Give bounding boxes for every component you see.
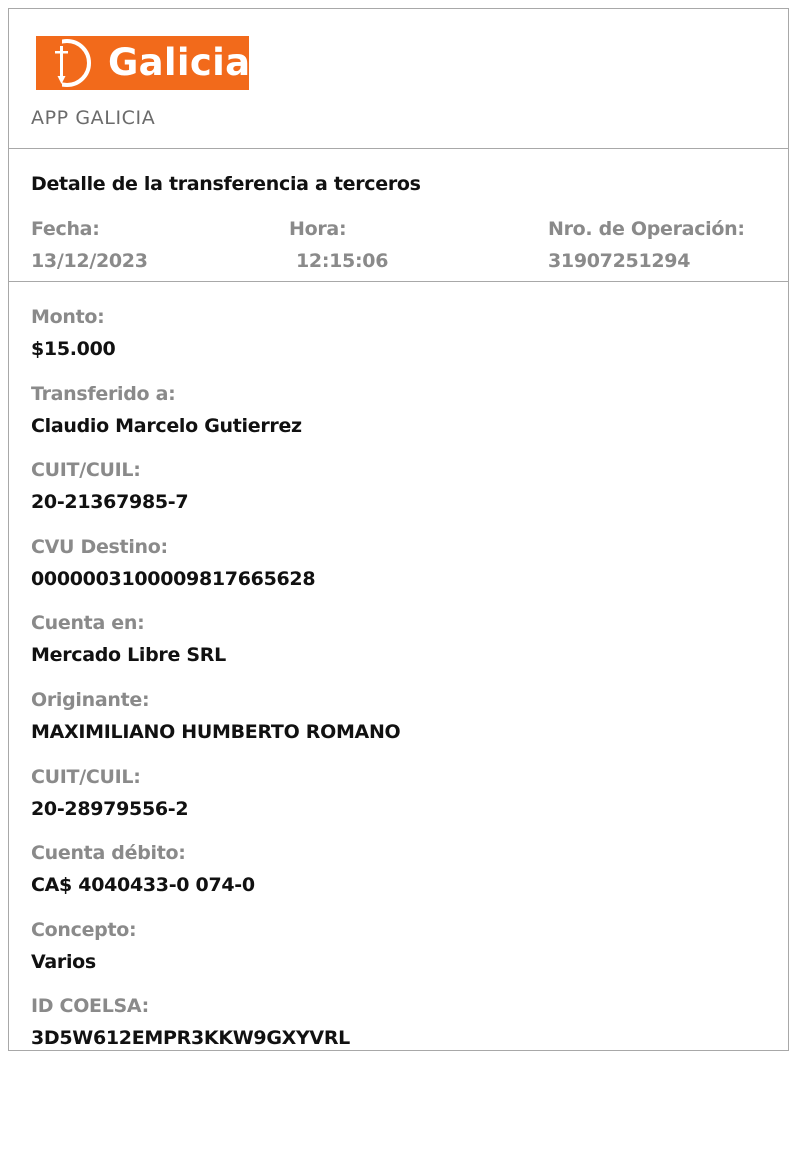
field-label: Cuenta en:	[31, 612, 145, 635]
field-label: CUIT/CUIL:	[31, 765, 141, 788]
hora-block	[289, 217, 388, 273]
fecha-block	[31, 217, 148, 273]
field-cuit-destino	[31, 458, 400, 535]
field-transferido-a	[31, 382, 400, 459]
transfer-fields	[31, 305, 400, 1071]
operacion-block	[548, 217, 745, 273]
field-value: 20-21367985-7	[31, 491, 189, 514]
field-value: 20-28979556-2	[31, 797, 189, 820]
transfer-summary	[9, 149, 788, 282]
logo-wordmark: Galicia	[108, 41, 251, 84]
field-cuenta-debito	[31, 841, 400, 918]
operacion-label: Nro. de Operación:	[548, 218, 745, 240]
field-label: Cuenta débito:	[31, 842, 186, 865]
field-id-coelsa	[31, 994, 400, 1071]
receipt-header	[9, 9, 788, 149]
field-value: MAXIMILIANO HUMBERTO ROMANO	[31, 720, 401, 743]
fecha-label: Fecha:	[31, 218, 100, 240]
app-name: APP GALICIA	[31, 107, 156, 129]
field-value: $15.000	[31, 338, 116, 360]
field-value: 0000003100009817665628	[31, 567, 316, 590]
field-concepto	[31, 918, 400, 995]
hora-label: Hora:	[289, 218, 347, 240]
field-value: Claudio Marcelo Gutierrez	[31, 414, 302, 437]
field-label: Originante:	[31, 688, 150, 711]
operacion-value: 31907251294	[548, 250, 691, 272]
fecha-value: 13/12/2023	[31, 250, 148, 272]
field-originante	[31, 688, 400, 765]
field-cuenta-en	[31, 611, 400, 688]
transfer-receipt	[8, 8, 789, 1051]
field-cuit-origen	[31, 765, 400, 842]
field-label: ID COELSA:	[31, 995, 149, 1018]
field-label: Transferido a:	[31, 382, 176, 405]
field-label: CVU Destino:	[31, 535, 168, 558]
field-value: Varios	[31, 950, 96, 973]
field-monto	[31, 305, 400, 382]
field-label: Monto:	[31, 306, 105, 328]
galicia-logo	[36, 36, 249, 90]
field-label: Concepto:	[31, 918, 137, 941]
field-value: Mercado Libre SRL	[31, 644, 226, 667]
field-value: CA$ 4040433-0 074-0	[31, 874, 255, 897]
field-cvu-destino	[31, 535, 400, 612]
field-label: CUIT/CUIL:	[31, 459, 141, 482]
hora-value: 12:15:06	[296, 250, 389, 272]
summary-title: Detalle de la transferencia a terceros	[31, 173, 421, 195]
field-value: 3D5W612EMPR3KKW9GXYVRL	[31, 1027, 350, 1050]
